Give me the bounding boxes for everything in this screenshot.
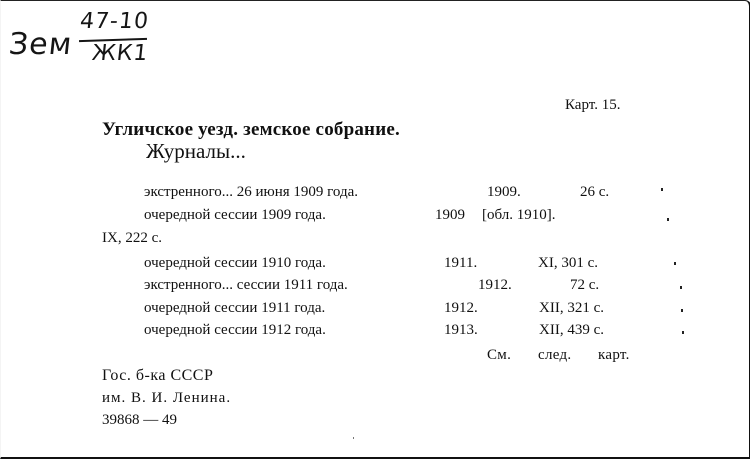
entry-volume: XII, 439 с. <box>539 322 604 338</box>
see-reference: См. <box>487 347 512 363</box>
entry-session: экстренного... сессии 1911 года. <box>144 277 348 293</box>
entry-session: очередной сессии 1911 года. <box>144 300 326 316</box>
entry-session: очередной сессии 1912 года. <box>144 322 326 338</box>
margin-dot <box>681 309 683 312</box>
margin-dot <box>680 286 682 289</box>
shelfmark-top: 47-10 <box>78 9 151 34</box>
entry-session: очередной сессии 1909 года. <box>144 207 326 223</box>
entry-volume: 72 с. <box>570 277 600 293</box>
entry-year: 1913. <box>444 322 478 338</box>
entry-continued-pagination: IX, 222 с. <box>102 230 162 246</box>
shelfmark-bottom: ЖК1 <box>90 41 150 66</box>
margin-dot <box>682 331 684 334</box>
entry-session: очередной сессии 1910 года. <box>144 255 326 271</box>
entry-year: 1909. <box>487 184 521 200</box>
library-name: Гос. б-ка СССР <box>102 367 214 384</box>
print-code: 39868 — 49 <box>102 412 177 428</box>
see-card-reference: карт. <box>598 347 630 363</box>
entry-year: 1909 <box>435 207 465 223</box>
entry-volume: XI, 301 с. <box>538 255 598 271</box>
entry-year: 1911. <box>444 255 478 271</box>
card-title: Угличское уезд. земское собрание. <box>102 119 400 140</box>
entry-volume: [обл. 1910]. <box>482 207 556 223</box>
shelfmark-prefix: Зем <box>7 27 75 62</box>
entry-volume: XII, 321 с. <box>539 300 604 316</box>
see-next-reference: след. <box>538 347 572 363</box>
entry-year: 1912. <box>444 300 478 316</box>
margin-dot <box>674 262 676 265</box>
card-number: Карт. 15. <box>565 97 621 113</box>
entry-volume: 26 с. <box>580 184 610 200</box>
library-dedication: им. В. И. Ленина. <box>102 390 232 406</box>
entry-year: 1912. <box>478 277 512 293</box>
margin-dot <box>661 188 663 191</box>
card-subtitle: Журналы... <box>146 139 246 163</box>
entry-session: экстренного... 26 июня 1909 года. <box>144 184 359 200</box>
speck <box>353 437 354 439</box>
margin-dot <box>667 218 669 221</box>
